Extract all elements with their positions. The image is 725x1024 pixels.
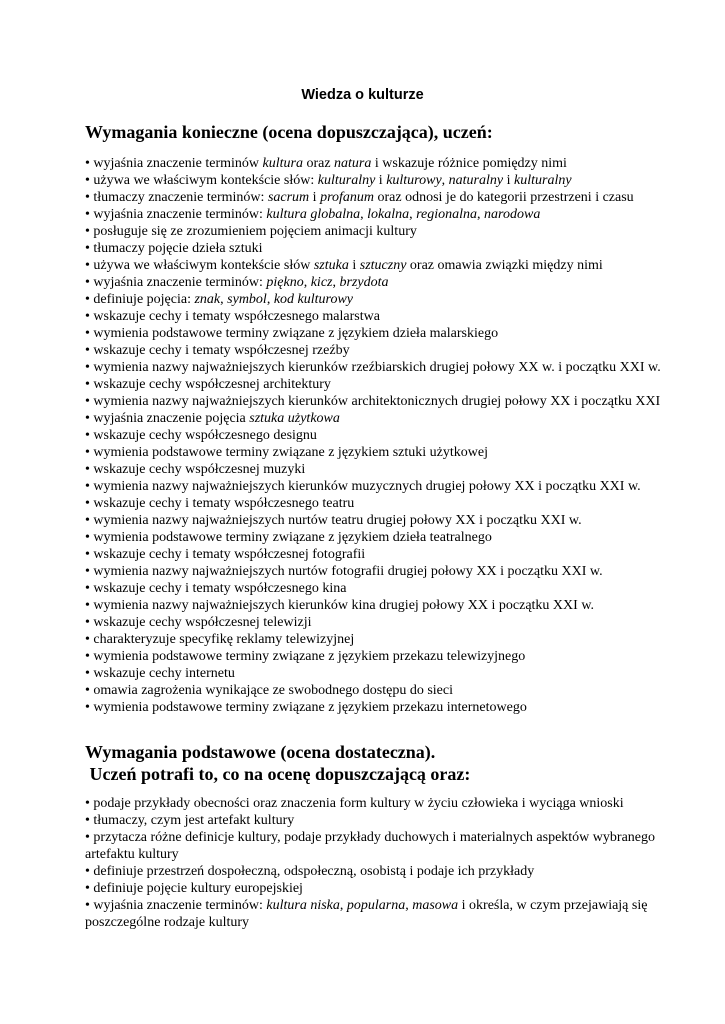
list-item-text: i wskazuje różnice pomiędzy nimi bbox=[371, 156, 567, 171]
list-item-text: • tłumaczy pojęcie dzieła sztuki bbox=[85, 241, 263, 256]
italic-term: lokalna bbox=[367, 207, 410, 222]
italic-term: brzydota bbox=[339, 275, 389, 290]
list-item bbox=[85, 597, 695, 614]
italic-term: naturalny bbox=[448, 173, 504, 188]
list-item-text: • charakteryzuje specyfikę reklamy telewizyjnej bbox=[85, 632, 355, 647]
italic-term: sacrum bbox=[267, 190, 310, 205]
italic-term: kultura bbox=[262, 156, 303, 171]
list-item bbox=[85, 880, 695, 897]
list-item-text: , bbox=[477, 207, 485, 222]
italic-term: kicz bbox=[310, 275, 333, 290]
list-item-text: • używa we właściwym kontekście słów: bbox=[85, 173, 318, 188]
list-item bbox=[85, 189, 695, 206]
list-item bbox=[85, 812, 695, 829]
list-item bbox=[85, 648, 695, 665]
section-heading-basic bbox=[85, 741, 470, 785]
list-item-text: • wymienia nazwy najważniejszych kierunków rzeźbiarskich drugiej połowy XX w. i początku XXI w. bbox=[85, 360, 661, 375]
list-item-text: i bbox=[503, 173, 515, 188]
list-item-text: • wskazuje cechy i tematy współczesnej fotografii bbox=[85, 547, 366, 562]
list-item bbox=[85, 325, 695, 342]
list-item bbox=[85, 829, 695, 863]
list-item-text: • wskazuje cechy i tematy współczesnego kina bbox=[85, 581, 347, 596]
list-item-text: , bbox=[360, 207, 368, 222]
list-item-text: • omawia zagrożenia wynikające ze swobodnego dostępu do sieci bbox=[85, 683, 453, 698]
list-item bbox=[85, 631, 695, 648]
list-item-text: • wskazuje cechy i tematy współczesnego malarstwa bbox=[85, 309, 380, 324]
list-item-text: • wyjaśnia znaczenie terminów bbox=[85, 156, 263, 171]
list-item-text: • wyjaśnia znaczenie terminów: bbox=[85, 275, 267, 290]
list-item bbox=[85, 376, 695, 393]
list-item-text: • wskazuje cechy współczesnej telewizji bbox=[85, 615, 312, 630]
list-item bbox=[85, 308, 695, 325]
list-item-text: • wskazuje cechy współczesnego designu bbox=[85, 428, 317, 443]
requirements-list-basic bbox=[85, 795, 695, 931]
list-item-text: • wskazuje cechy współczesnej muzyki bbox=[85, 462, 306, 477]
italic-term: kulturalny bbox=[317, 173, 376, 188]
italic-term: kultura globalna bbox=[266, 207, 361, 222]
list-item-text: • wymienia podstawowe terminy związane z językiem przekazu internetowego bbox=[85, 700, 527, 715]
list-item-text: • posługuje się ze zrozumieniem pojęciem animacji kultury bbox=[85, 224, 417, 239]
list-item bbox=[85, 512, 695, 529]
list-item-text: • wymienia nazwy najważniejszych kierunków architektonicznych drugiej połowy XX i początku XXI bbox=[85, 394, 661, 409]
list-item-text: i określa, w czym przejawiają się poszczególne rodzaje kultury bbox=[85, 898, 648, 930]
italic-term: kulturalny bbox=[514, 173, 572, 188]
list-item-text: , bbox=[220, 292, 228, 307]
list-item-text: , bbox=[441, 173, 449, 188]
list-item-text: i bbox=[309, 190, 321, 205]
list-item bbox=[85, 444, 695, 461]
list-item bbox=[85, 427, 695, 444]
list-item-text: • wskazuje cechy internetu bbox=[85, 666, 235, 681]
list-item-text: • wymienia nazwy najważniejszych nurtów fotografii drugiej połowy XX i początku XXI w. bbox=[85, 564, 603, 579]
italic-term: kulturowy bbox=[386, 173, 442, 188]
list-item-text: • podaje przykłady obecności oraz znaczenia form kultury w życiu człowieka i wyciąga wnioski bbox=[85, 796, 624, 811]
list-item-text: • wymienia nazwy najważniejszych nurtów teatru drugiej połowy XX i początku XXI w. bbox=[85, 513, 582, 528]
list-item bbox=[85, 546, 695, 563]
italic-term: piękno bbox=[266, 275, 304, 290]
list-item-text: , bbox=[266, 292, 274, 307]
list-item bbox=[85, 699, 695, 716]
list-item bbox=[85, 240, 695, 257]
list-item bbox=[85, 495, 695, 512]
list-item-text: oraz omawia związki między nimi bbox=[406, 258, 603, 273]
list-item-text: • wymienia nazwy najważniejszych kierunków muzycznych drugiej połowy XX i początku XXI w. bbox=[85, 479, 641, 494]
document-title: Wiedza o kulturze bbox=[301, 87, 424, 103]
list-item bbox=[85, 478, 695, 495]
italic-term: narodowa bbox=[484, 207, 541, 222]
list-item-text: • wskazuje cechy współczesnej architektury bbox=[85, 377, 331, 392]
italic-term: popularna bbox=[346, 898, 406, 913]
list-item-text: • tłumaczy, czym jest artefakt kultury bbox=[85, 813, 295, 828]
requirements-list-required bbox=[85, 155, 695, 716]
italic-term: kod kulturowy bbox=[273, 292, 354, 307]
list-item bbox=[85, 393, 695, 410]
list-item bbox=[85, 614, 695, 631]
list-item bbox=[85, 563, 695, 580]
list-item-text: , bbox=[339, 898, 347, 913]
italic-term: symbol bbox=[227, 292, 267, 307]
list-item bbox=[85, 342, 695, 359]
list-item bbox=[85, 461, 695, 478]
italic-term: masowa bbox=[412, 898, 459, 913]
italic-term: profanum bbox=[320, 190, 374, 205]
list-item-text: • wymienia podstawowe terminy związane z językiem sztuki użytkowej bbox=[85, 445, 488, 460]
list-item-text: • definiuje pojęcia: bbox=[85, 292, 195, 307]
list-item bbox=[85, 155, 695, 172]
list-item bbox=[85, 580, 695, 597]
list-item bbox=[85, 291, 695, 308]
list-item-text: • wyjaśnia znaczenie terminów: bbox=[85, 898, 267, 913]
list-item bbox=[85, 274, 695, 291]
list-item-text: • używa we właściwym kontekście słów bbox=[85, 258, 314, 273]
italic-term: kultura niska bbox=[266, 898, 340, 913]
list-item bbox=[85, 206, 695, 223]
list-item-text: , bbox=[303, 275, 311, 290]
italic-term: sztuka użytkowa bbox=[249, 411, 340, 426]
list-item-text: • wskazuje cechy i tematy współczesnej rzeźby bbox=[85, 343, 350, 358]
list-item bbox=[85, 897, 695, 931]
italic-term: natura bbox=[334, 156, 372, 171]
section-heading-basic-line1: Wymagania podstawowe (ocena dostateczna). bbox=[85, 742, 436, 762]
list-item-text: i bbox=[375, 173, 387, 188]
list-item-text: • wskazuje cechy i tematy współczesnego teatru bbox=[85, 496, 355, 511]
italic-term: sztuczny bbox=[359, 258, 407, 273]
list-item bbox=[85, 665, 695, 682]
list-item-text: i bbox=[348, 258, 360, 273]
list-item-text: • definiuje przestrzeń dospołeczną, odspołeczną, osobistą i podaje ich przykłady bbox=[85, 864, 535, 879]
list-item bbox=[85, 795, 695, 812]
list-item bbox=[85, 172, 695, 189]
list-item bbox=[85, 682, 695, 699]
list-item bbox=[85, 223, 695, 240]
section-heading-basic-line2: Uczeń potrafi to, co na ocenę dopuszczającą oraz: bbox=[85, 764, 471, 784]
section-heading-required: Wymagania konieczne (ocena dopuszczająca), uczeń: bbox=[85, 122, 493, 142]
list-item-text: • wymienia podstawowe terminy związane z językiem dzieła malarskiego bbox=[85, 326, 499, 341]
list-item-text: • przytacza różne definicje kultury, podaje przykłady duchowych i materialnych aspektów wybranego artefaktu kultury bbox=[85, 830, 655, 862]
list-item-text: • wyjaśnia znaczenie terminów: bbox=[85, 207, 267, 222]
list-item-text: • wyjaśnia znaczenie pojęcia bbox=[85, 411, 250, 426]
list-item bbox=[85, 359, 695, 376]
list-item-text: oraz odnosi je do kategorii przestrzeni i czasu bbox=[374, 190, 634, 205]
list-item-text: , bbox=[405, 898, 413, 913]
italic-term: znak bbox=[194, 292, 221, 307]
list-item bbox=[85, 410, 695, 427]
list-item bbox=[85, 529, 695, 546]
list-item-text: • wymienia nazwy najważniejszych kierunków kina drugiej połowy XX i początku XXI w. bbox=[85, 598, 595, 613]
list-item-text: • wymienia podstawowe terminy związane z językiem przekazu telewizyjnego bbox=[85, 649, 526, 664]
list-item-text: oraz bbox=[302, 156, 335, 171]
list-item-text: • definiuje pojęcie kultury europejskiej bbox=[85, 881, 303, 896]
list-item-text: , bbox=[409, 207, 417, 222]
list-item-text: , bbox=[332, 275, 340, 290]
list-item bbox=[85, 257, 695, 274]
italic-term: sztuka bbox=[313, 258, 349, 273]
italic-term: regionalna bbox=[416, 207, 478, 222]
list-item-text: • wymienia podstawowe terminy związane z językiem dzieła teatralnego bbox=[85, 530, 492, 545]
list-item-text: • tłumaczy znaczenie terminów: bbox=[85, 190, 268, 205]
list-item bbox=[85, 863, 695, 880]
